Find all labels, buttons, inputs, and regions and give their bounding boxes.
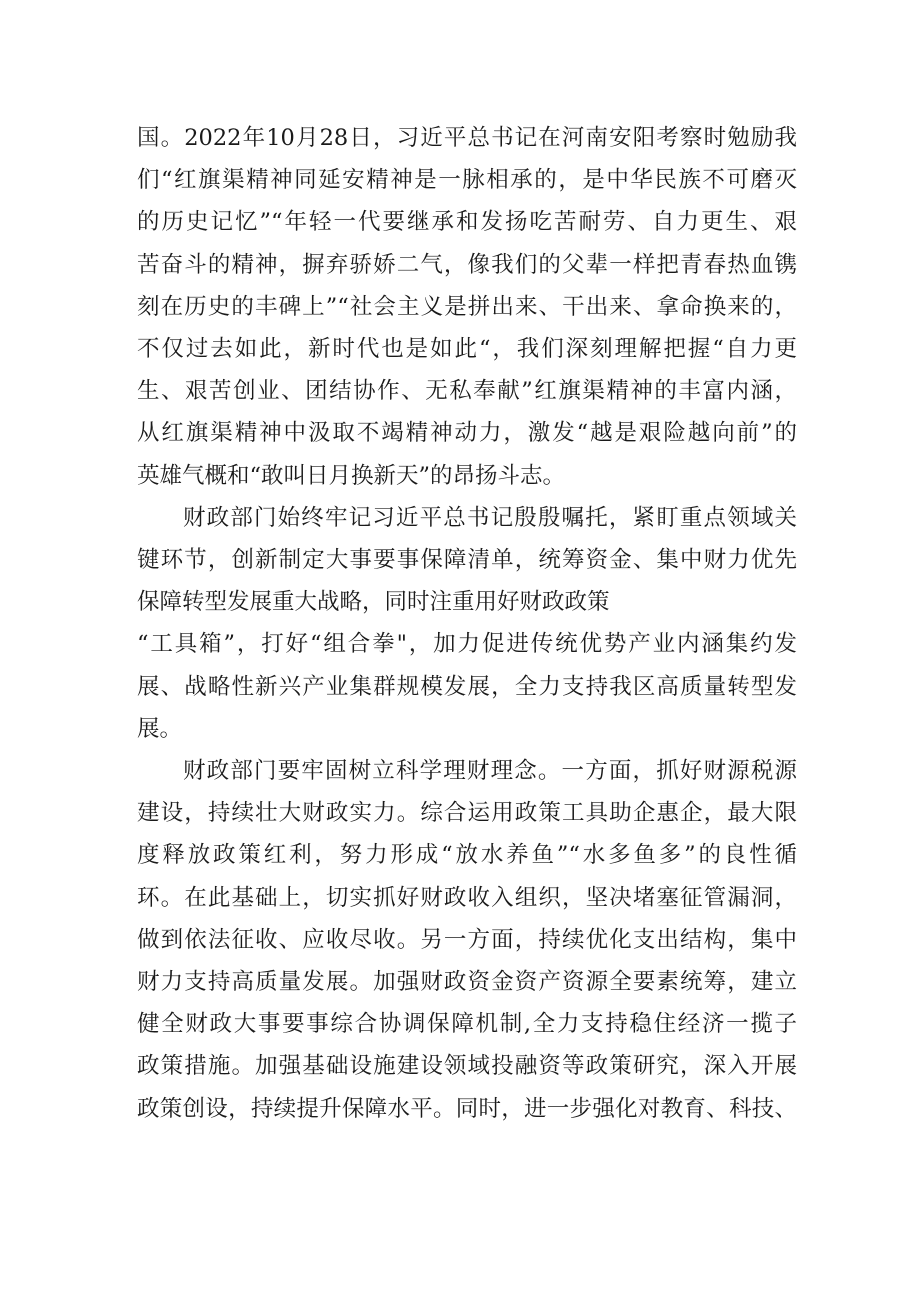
text-line: 环。在此基础上，切实抓好财政收入组织，坚决堵塞征管漏洞， <box>137 884 797 911</box>
text-line: 政策创设，持续提升保障水平。同时，进一步强化对教育、科技、 <box>137 1095 797 1122</box>
text-line: 不仅过去如此，新时代也是如此“，我们深刻理解把握“自力更 <box>137 336 797 362</box>
text-line: 做到依法征收、应收尽收。另一方面，持续优化支出结构，集中 <box>137 926 797 953</box>
text-line: 们“红旗渠精神同延安精神是一脉相承的，是中华民族不可磨灭 <box>137 167 797 194</box>
text-line: 英雄气概和“敢叫日月换新天”的昂扬斗志。 <box>137 462 566 489</box>
text-line: 展。 <box>137 715 183 742</box>
text-line: 财力支持高质量发展。加强财政资金资产资源全要素统筹，建立 <box>137 969 797 995</box>
text-line: 健全财政大事要事综合协调保障机制,全力支持稳住经济一揽子 <box>137 1011 797 1038</box>
text-line: 从红旗渠精神中汲取不竭精神动力，激发“越是艰险越向前”的 <box>137 420 797 447</box>
text-line: 保障转型发展重大战略，同时注重用好财政政策 <box>137 589 610 616</box>
text-line: 财政部门始终牢记习近平总书记殷殷嘱托，紧盯重点领域关 <box>183 504 797 531</box>
text-line: 刻在历史的丰碑上”“社会主义是拼出来、干出来、拿命换来的， <box>137 293 797 320</box>
text-line: 国。2022年10月28日，习近平总书记在河南安阳考察时勉励我 <box>137 125 797 151</box>
text-line: 财政部门要牢固树立科学理财理念。一方面，抓好财源税源 <box>183 758 797 784</box>
text-line: “工具箱”，打好“组合拳"，加力促进传统优势产业内涵集约发 <box>137 631 797 658</box>
text-line: 键环节，创新制定大事要事保障清单，统筹资金、集中财力优先 <box>137 547 797 573</box>
text-line: 度释放政策红利，努力形成“放水养鱼”“水多鱼多”的良性循 <box>137 842 797 869</box>
text-line: 的历史记忆”“年轻一代要继承和发扬吃苦耐劳、自力更生、艰 <box>137 209 797 236</box>
text-line: 生、艰苦创业、团结协作、无私奉献”红旗渠精神的丰富内涵， <box>137 378 797 405</box>
text-line: 建设，持续壮大财政实力。综合运用政策工具助企惠企，最大限 <box>137 800 797 827</box>
text-line: 展、战略性新兴产业集群规模发展，全力支持我区高质量转型发 <box>137 673 797 700</box>
text-line: 政策措施。加强基础设施建设领域投融资等政策研究，深入开展 <box>137 1053 797 1080</box>
text-line: 苦奋斗的精神，摒弃骄娇二气，像我们的父辈一样把青春热血镌 <box>137 251 797 278</box>
